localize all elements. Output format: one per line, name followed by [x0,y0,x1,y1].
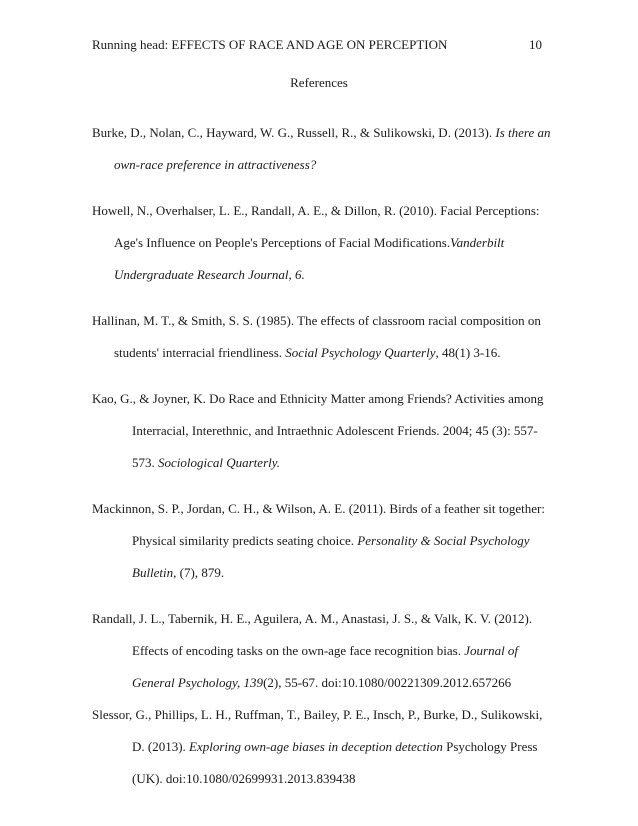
reference-line [92,149,547,181]
page-number: 10 [529,37,542,52]
reference-line [92,525,547,557]
reference-line [92,603,547,635]
reference-text: Effects of encoding tasks on the own-age face recognition bias. [132,643,465,658]
reference-text: (7), 879. [176,565,225,580]
reference-text: Age's Influence on People's Perceptions of Facial Modifications. [114,235,451,250]
reference-text: Hallinan, M. T., & Smith, S. S. (1985). The effects of classroom racial composition on [92,313,541,328]
reference-text: Slessor, G., Phillips, L. H., Ruffman, T., Bailey, P. E., Insch, P., Burke, D., Sulikowski, [92,707,543,722]
reference-line [92,117,551,149]
reference-line [92,337,547,369]
reference-line [92,493,547,525]
reference-entry [92,699,547,795]
reference-text: , 48(1) 3-16. [435,345,501,360]
reference-italic-text: own-race preference in attractiveness? [114,157,317,172]
reference-text: Kao, G., & Joyner, K. Do Race and Ethnicity Matter among Friends? Activities among [92,391,544,406]
reference-text: Howell, N., Overhalser, L. E., Randall, A. E., & Dillon, R. (2010). Facial Perceptions: [92,203,540,218]
reference-text: students' interracial friendliness. [114,345,286,360]
reference-italic-text: Undergraduate Research Journal, 6. [114,267,305,282]
reference-text: D. (2013). [132,739,190,754]
reference-italic-text: Social Psychology Quarterly [285,345,436,360]
reference-line [92,259,547,291]
reference-text: Mackinnon, S. P., Jordan, C. H., & Wilson, A. E. (2011). Birds of a feather sit together: [92,501,545,516]
reference-italic-text: Personality & Social Psychology [357,533,530,548]
reference-line [92,415,547,447]
reference-line [92,383,547,415]
reference-text: Interracial, Interethnic, and Intraethnic Adolescent Friends. 2004; 45 (3): 557- [132,423,538,438]
reference-italic-text: Bulletin, [132,565,177,580]
reference-line [92,305,547,337]
reference-list [92,117,551,809]
reference-italic-text: General Psychology, 139 [132,675,264,690]
reference-entry [92,603,547,699]
reference-text: (2), 55-67. doi:10.1080/00221309.2012.657266 [263,675,512,690]
reference-text: (UK). doi:10.1080/02699931.2013.839438 [132,771,356,786]
reference-entry [92,383,547,479]
reference-italic-text: Is there an [495,125,551,140]
reference-line [92,447,547,479]
reference-text: Burke, D., Nolan, C., Hayward, W. G., Russell, R., & Sulikowski, D. (2013). [92,125,496,140]
reference-italic-text: Vanderbilt [450,235,505,250]
reference-entry [92,493,547,589]
reference-entry [92,305,547,369]
reference-line [92,557,547,589]
reference-entry [92,195,547,291]
reference-line [92,763,547,795]
reference-line [92,635,547,667]
running-head: Running head: EFFECTS OF RACE AND AGE ON PERCEPTION [92,37,448,52]
reference-italic-text: Sociological Quarterly. [158,455,281,470]
reference-line [92,731,547,763]
reference-line [92,195,547,227]
reference-italic-text: Journal of [464,643,519,658]
references-heading: References [290,75,348,90]
reference-line [92,699,547,731]
reference-entry [92,117,551,181]
reference-text: 573. [132,455,158,470]
reference-line [92,667,547,699]
reference-line [92,227,547,259]
reference-italic-text: Exploring own-age biases in deception detection [189,739,443,754]
reference-text: Randall, J. L., Tabernik, H. E., Aguilera, A. M., Anastasi, J. S., & Valk, K. V. (2012). [92,611,533,626]
reference-text: Psychology Press [442,739,538,754]
reference-text: Physical similarity predicts seating choice. [132,533,358,548]
